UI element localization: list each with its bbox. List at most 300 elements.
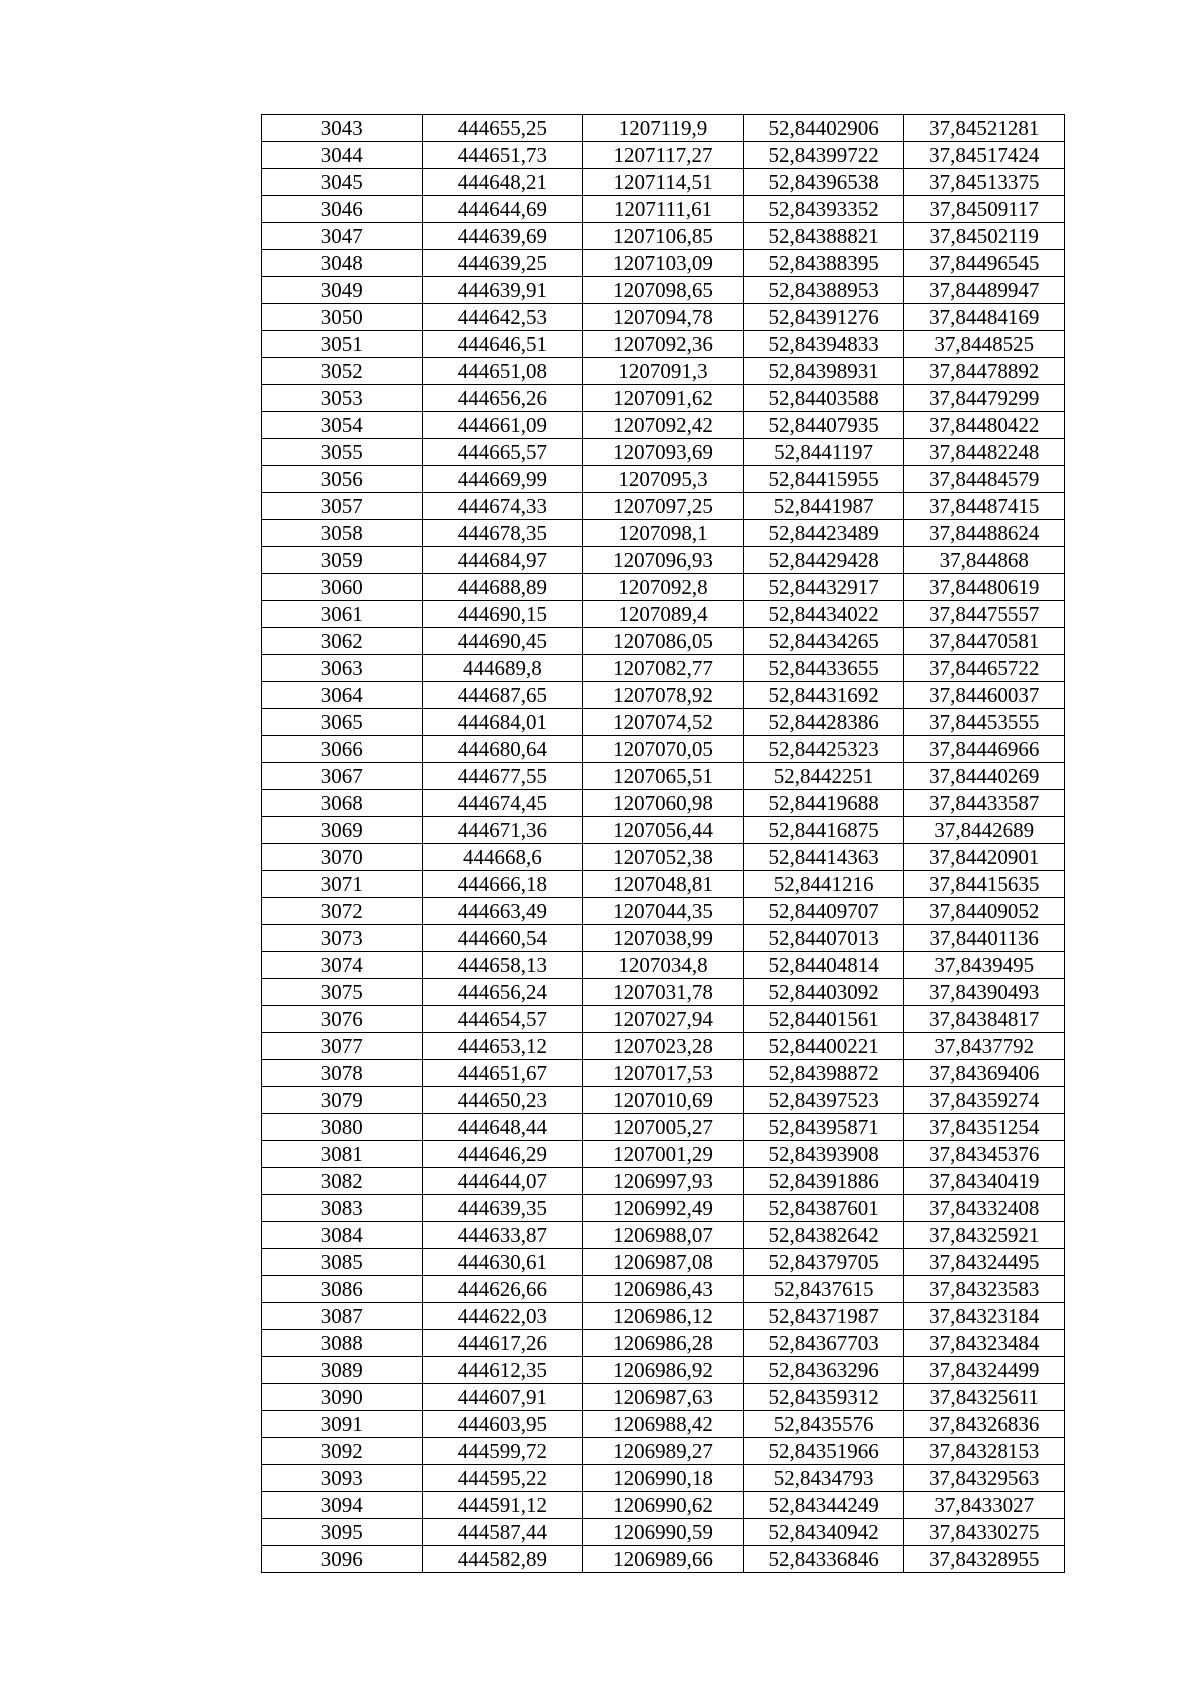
- table-row: [262, 1006, 1065, 1033]
- latitude-cell: 52,84403092: [743, 979, 904, 1006]
- latitude-cell: 52,8437615: [743, 1276, 904, 1303]
- y-coordinate-cell: 1207119,9: [583, 115, 744, 142]
- point-number-cell: 3061: [262, 601, 423, 628]
- latitude-cell: 52,84340942: [743, 1519, 904, 1546]
- latitude-cell: 52,84400221: [743, 1033, 904, 1060]
- point-number-cell: 3064: [262, 682, 423, 709]
- longitude-cell: 37,84496545: [904, 250, 1065, 277]
- x-coordinate-cell: 444661,09: [422, 412, 583, 439]
- y-coordinate-cell: 1207095,3: [583, 466, 744, 493]
- x-coordinate-cell: 444656,24: [422, 979, 583, 1006]
- point-number-cell: 3080: [262, 1114, 423, 1141]
- table-row: [262, 1492, 1065, 1519]
- latitude-cell: 52,84394833: [743, 331, 904, 358]
- point-number-cell: 3071: [262, 871, 423, 898]
- y-coordinate-cell: 1207027,94: [583, 1006, 744, 1033]
- point-number-cell: 3059: [262, 547, 423, 574]
- longitude-cell: 37,84323583: [904, 1276, 1065, 1303]
- table-row: [262, 709, 1065, 736]
- table-row: [262, 1060, 1065, 1087]
- longitude-cell: 37,84453555: [904, 709, 1065, 736]
- point-number-cell: 3049: [262, 277, 423, 304]
- latitude-cell: 52,84434265: [743, 628, 904, 655]
- longitude-cell: 37,84489947: [904, 277, 1065, 304]
- point-number-cell: 3065: [262, 709, 423, 736]
- table-row: [262, 763, 1065, 790]
- table-row: [262, 736, 1065, 763]
- y-coordinate-cell: 1207052,38: [583, 844, 744, 871]
- y-coordinate-cell: 1207078,92: [583, 682, 744, 709]
- point-number-cell: 3078: [262, 1060, 423, 1087]
- x-coordinate-cell: 444663,49: [422, 898, 583, 925]
- point-number-cell: 3055: [262, 439, 423, 466]
- longitude-cell: 37,84323184: [904, 1303, 1065, 1330]
- table-row: [262, 1411, 1065, 1438]
- x-coordinate-cell: 444674,45: [422, 790, 583, 817]
- point-number-cell: 3066: [262, 736, 423, 763]
- x-coordinate-cell: 444655,25: [422, 115, 583, 142]
- point-number-cell: 3075: [262, 979, 423, 1006]
- point-number-cell: 3048: [262, 250, 423, 277]
- latitude-cell: 52,84432917: [743, 574, 904, 601]
- point-number-cell: 3085: [262, 1249, 423, 1276]
- x-coordinate-cell: 444648,44: [422, 1114, 583, 1141]
- latitude-cell: 52,84388821: [743, 223, 904, 250]
- longitude-cell: 37,84420901: [904, 844, 1065, 871]
- x-coordinate-cell: 444612,35: [422, 1357, 583, 1384]
- table-row: [262, 979, 1065, 1006]
- x-coordinate-cell: 444688,89: [422, 574, 583, 601]
- x-coordinate-cell: 444599,72: [422, 1438, 583, 1465]
- longitude-cell: 37,84340419: [904, 1168, 1065, 1195]
- table-row: [262, 520, 1065, 547]
- latitude-cell: 52,84429428: [743, 547, 904, 574]
- longitude-cell: 37,8448525: [904, 331, 1065, 358]
- latitude-cell: 52,84393352: [743, 196, 904, 223]
- table-row: [262, 655, 1065, 682]
- latitude-cell: 52,84425323: [743, 736, 904, 763]
- point-number-cell: 3091: [262, 1411, 423, 1438]
- y-coordinate-cell: 1207005,27: [583, 1114, 744, 1141]
- y-coordinate-cell: 1207098,65: [583, 277, 744, 304]
- point-number-cell: 3070: [262, 844, 423, 871]
- longitude-cell: 37,8442689: [904, 817, 1065, 844]
- latitude-cell: 52,84363296: [743, 1357, 904, 1384]
- x-coordinate-cell: 444674,33: [422, 493, 583, 520]
- x-coordinate-cell: 444671,36: [422, 817, 583, 844]
- latitude-cell: 52,84367703: [743, 1330, 904, 1357]
- y-coordinate-cell: 1207111,61: [583, 196, 744, 223]
- point-number-cell: 3044: [262, 142, 423, 169]
- table-row: [262, 601, 1065, 628]
- point-number-cell: 3093: [262, 1465, 423, 1492]
- longitude-cell: 37,84484169: [904, 304, 1065, 331]
- x-coordinate-cell: 444669,99: [422, 466, 583, 493]
- x-coordinate-cell: 444587,44: [422, 1519, 583, 1546]
- longitude-cell: 37,84332408: [904, 1195, 1065, 1222]
- x-coordinate-cell: 444603,95: [422, 1411, 583, 1438]
- longitude-cell: 37,84328153: [904, 1438, 1065, 1465]
- x-coordinate-cell: 444650,23: [422, 1087, 583, 1114]
- latitude-cell: 52,84396538: [743, 169, 904, 196]
- longitude-cell: 37,84324495: [904, 1249, 1065, 1276]
- table-row: [262, 1114, 1065, 1141]
- latitude-cell: 52,84423489: [743, 520, 904, 547]
- latitude-cell: 52,84399722: [743, 142, 904, 169]
- latitude-cell: 52,84402906: [743, 115, 904, 142]
- table-row: [262, 1141, 1065, 1168]
- table-row: [262, 196, 1065, 223]
- latitude-cell: 52,84393908: [743, 1141, 904, 1168]
- longitude-cell: 37,84478892: [904, 358, 1065, 385]
- x-coordinate-cell: 444689,8: [422, 655, 583, 682]
- y-coordinate-cell: 1207114,51: [583, 169, 744, 196]
- longitude-cell: 37,84328955: [904, 1546, 1065, 1573]
- point-number-cell: 3072: [262, 898, 423, 925]
- table-row: [262, 1519, 1065, 1546]
- latitude-cell: 52,84403588: [743, 385, 904, 412]
- point-number-cell: 3084: [262, 1222, 423, 1249]
- y-coordinate-cell: 1206988,07: [583, 1222, 744, 1249]
- y-coordinate-cell: 1206990,18: [583, 1465, 744, 1492]
- latitude-cell: 52,84387601: [743, 1195, 904, 1222]
- y-coordinate-cell: 1206992,49: [583, 1195, 744, 1222]
- point-number-cell: 3063: [262, 655, 423, 682]
- longitude-cell: 37,84517424: [904, 142, 1065, 169]
- point-number-cell: 3060: [262, 574, 423, 601]
- latitude-cell: 52,84414363: [743, 844, 904, 871]
- point-number-cell: 3056: [262, 466, 423, 493]
- latitude-cell: 52,84388953: [743, 277, 904, 304]
- latitude-cell: 52,84391276: [743, 304, 904, 331]
- longitude-cell: 37,84325921: [904, 1222, 1065, 1249]
- point-number-cell: 3089: [262, 1357, 423, 1384]
- y-coordinate-cell: 1207091,62: [583, 385, 744, 412]
- longitude-cell: 37,8437792: [904, 1033, 1065, 1060]
- y-coordinate-cell: 1207031,78: [583, 979, 744, 1006]
- longitude-cell: 37,84460037: [904, 682, 1065, 709]
- y-coordinate-cell: 1207060,98: [583, 790, 744, 817]
- table-row: [262, 1168, 1065, 1195]
- y-coordinate-cell: 1206986,12: [583, 1303, 744, 1330]
- longitude-cell: 37,84415635: [904, 871, 1065, 898]
- point-number-cell: 3057: [262, 493, 423, 520]
- x-coordinate-cell: 444642,53: [422, 304, 583, 331]
- point-number-cell: 3094: [262, 1492, 423, 1519]
- table-row: [262, 574, 1065, 601]
- table-row: [262, 304, 1065, 331]
- longitude-cell: 37,84487415: [904, 493, 1065, 520]
- table-row: [262, 1465, 1065, 1492]
- latitude-cell: 52,84415955: [743, 466, 904, 493]
- point-number-cell: 3046: [262, 196, 423, 223]
- table-row: [262, 358, 1065, 385]
- table-row: [262, 1087, 1065, 1114]
- point-number-cell: 3079: [262, 1087, 423, 1114]
- y-coordinate-cell: 1206990,59: [583, 1519, 744, 1546]
- x-coordinate-cell: 444651,67: [422, 1060, 583, 1087]
- latitude-cell: 52,84344249: [743, 1492, 904, 1519]
- longitude-cell: 37,84351254: [904, 1114, 1065, 1141]
- point-number-cell: 3069: [262, 817, 423, 844]
- y-coordinate-cell: 1207056,44: [583, 817, 744, 844]
- x-coordinate-cell: 444651,08: [422, 358, 583, 385]
- table-row: [262, 115, 1065, 142]
- longitude-cell: 37,84521281: [904, 115, 1065, 142]
- x-coordinate-cell: 444668,6: [422, 844, 583, 871]
- x-coordinate-cell: 444639,69: [422, 223, 583, 250]
- x-coordinate-cell: 444582,89: [422, 1546, 583, 1573]
- y-coordinate-cell: 1207091,3: [583, 358, 744, 385]
- x-coordinate-cell: 444644,07: [422, 1168, 583, 1195]
- y-coordinate-cell: 1207089,4: [583, 601, 744, 628]
- y-coordinate-cell: 1207023,28: [583, 1033, 744, 1060]
- point-number-cell: 3073: [262, 925, 423, 952]
- longitude-cell: 37,84480619: [904, 574, 1065, 601]
- x-coordinate-cell: 444644,69: [422, 196, 583, 223]
- longitude-cell: 37,84479299: [904, 385, 1065, 412]
- point-number-cell: 3045: [262, 169, 423, 196]
- table-row: [262, 898, 1065, 925]
- x-coordinate-cell: 444646,51: [422, 331, 583, 358]
- table-row: [262, 682, 1065, 709]
- latitude-cell: 52,8441987: [743, 493, 904, 520]
- y-coordinate-cell: 1206989,27: [583, 1438, 744, 1465]
- y-coordinate-cell: 1206986,92: [583, 1357, 744, 1384]
- point-number-cell: 3043: [262, 115, 423, 142]
- latitude-cell: 52,84431692: [743, 682, 904, 709]
- table-row: [262, 790, 1065, 817]
- latitude-cell: 52,8441216: [743, 871, 904, 898]
- point-number-cell: 3090: [262, 1384, 423, 1411]
- table-row: [262, 925, 1065, 952]
- longitude-cell: 37,84323484: [904, 1330, 1065, 1357]
- longitude-cell: 37,84324499: [904, 1357, 1065, 1384]
- point-number-cell: 3047: [262, 223, 423, 250]
- y-coordinate-cell: 1206986,43: [583, 1276, 744, 1303]
- latitude-cell: 52,84379705: [743, 1249, 904, 1276]
- x-coordinate-cell: 444687,65: [422, 682, 583, 709]
- x-coordinate-cell: 444678,35: [422, 520, 583, 547]
- latitude-cell: 52,84428386: [743, 709, 904, 736]
- table-row: [262, 466, 1065, 493]
- table-row: [262, 1384, 1065, 1411]
- point-number-cell: 3095: [262, 1519, 423, 1546]
- longitude-cell: 37,8433027: [904, 1492, 1065, 1519]
- table-row: [262, 1357, 1065, 1384]
- latitude-cell: 52,84434022: [743, 601, 904, 628]
- table-row: [262, 1438, 1065, 1465]
- latitude-cell: 52,84351966: [743, 1438, 904, 1465]
- y-coordinate-cell: 1206987,08: [583, 1249, 744, 1276]
- x-coordinate-cell: 444684,97: [422, 547, 583, 574]
- x-coordinate-cell: 444626,66: [422, 1276, 583, 1303]
- longitude-cell: 37,84513375: [904, 169, 1065, 196]
- x-coordinate-cell: 444622,03: [422, 1303, 583, 1330]
- point-number-cell: 3067: [262, 763, 423, 790]
- point-number-cell: 3074: [262, 952, 423, 979]
- table-row: [262, 1303, 1065, 1330]
- point-number-cell: 3083: [262, 1195, 423, 1222]
- x-coordinate-cell: 444633,87: [422, 1222, 583, 1249]
- latitude-cell: 52,84401561: [743, 1006, 904, 1033]
- longitude-cell: 37,84440269: [904, 763, 1065, 790]
- y-coordinate-cell: 1207010,69: [583, 1087, 744, 1114]
- y-coordinate-cell: 1207017,53: [583, 1060, 744, 1087]
- x-coordinate-cell: 444591,12: [422, 1492, 583, 1519]
- latitude-cell: 52,84433655: [743, 655, 904, 682]
- y-coordinate-cell: 1206997,93: [583, 1168, 744, 1195]
- table-row: [262, 1546, 1065, 1573]
- y-coordinate-cell: 1207048,81: [583, 871, 744, 898]
- longitude-cell: 37,84480422: [904, 412, 1065, 439]
- y-coordinate-cell: 1207065,51: [583, 763, 744, 790]
- x-coordinate-cell: 444630,61: [422, 1249, 583, 1276]
- longitude-cell: 37,84345376: [904, 1141, 1065, 1168]
- point-number-cell: 3082: [262, 1168, 423, 1195]
- table-row: [262, 412, 1065, 439]
- latitude-cell: 52,8442251: [743, 763, 904, 790]
- table-row: [262, 1249, 1065, 1276]
- y-coordinate-cell: 1207001,29: [583, 1141, 744, 1168]
- coordinates-table: [261, 114, 1065, 1573]
- point-number-cell: 3077: [262, 1033, 423, 1060]
- table-row: [262, 628, 1065, 655]
- table-row: [262, 169, 1065, 196]
- point-number-cell: 3052: [262, 358, 423, 385]
- longitude-cell: 37,84470581: [904, 628, 1065, 655]
- latitude-cell: 52,84404814: [743, 952, 904, 979]
- point-number-cell: 3076: [262, 1006, 423, 1033]
- point-number-cell: 3092: [262, 1438, 423, 1465]
- latitude-cell: 52,84359312: [743, 1384, 904, 1411]
- longitude-cell: 37,8439495: [904, 952, 1065, 979]
- y-coordinate-cell: 1207086,05: [583, 628, 744, 655]
- x-coordinate-cell: 444639,91: [422, 277, 583, 304]
- table-row: [262, 250, 1065, 277]
- x-coordinate-cell: 444654,57: [422, 1006, 583, 1033]
- longitude-cell: 37,84446966: [904, 736, 1065, 763]
- table-row: [262, 142, 1065, 169]
- latitude-cell: 52,84409707: [743, 898, 904, 925]
- longitude-cell: 37,84433587: [904, 790, 1065, 817]
- point-number-cell: 3051: [262, 331, 423, 358]
- y-coordinate-cell: 1207092,36: [583, 331, 744, 358]
- y-coordinate-cell: 1207034,8: [583, 952, 744, 979]
- latitude-cell: 52,8434793: [743, 1465, 904, 1492]
- latitude-cell: 52,84397523: [743, 1087, 904, 1114]
- y-coordinate-cell: 1207103,09: [583, 250, 744, 277]
- x-coordinate-cell: 444677,55: [422, 763, 583, 790]
- y-coordinate-cell: 1207094,78: [583, 304, 744, 331]
- y-coordinate-cell: 1206987,63: [583, 1384, 744, 1411]
- table-row: [262, 817, 1065, 844]
- x-coordinate-cell: 444684,01: [422, 709, 583, 736]
- longitude-cell: 37,84509117: [904, 196, 1065, 223]
- longitude-cell: 37,84390493: [904, 979, 1065, 1006]
- x-coordinate-cell: 444680,64: [422, 736, 583, 763]
- latitude-cell: 52,84371987: [743, 1303, 904, 1330]
- y-coordinate-cell: 1207098,1: [583, 520, 744, 547]
- table-row: [262, 844, 1065, 871]
- latitude-cell: 52,84388395: [743, 250, 904, 277]
- y-coordinate-cell: 1207044,35: [583, 898, 744, 925]
- point-number-cell: 3053: [262, 385, 423, 412]
- x-coordinate-cell: 444646,29: [422, 1141, 583, 1168]
- longitude-cell: 37,84488624: [904, 520, 1065, 547]
- y-coordinate-cell: 1207038,99: [583, 925, 744, 952]
- table-row: [262, 1330, 1065, 1357]
- x-coordinate-cell: 444656,26: [422, 385, 583, 412]
- x-coordinate-cell: 444660,54: [422, 925, 583, 952]
- point-number-cell: 3062: [262, 628, 423, 655]
- table-row: [262, 277, 1065, 304]
- latitude-cell: 52,84416875: [743, 817, 904, 844]
- table-row: [262, 1222, 1065, 1249]
- longitude-cell: 37,844868: [904, 547, 1065, 574]
- point-number-cell: 3050: [262, 304, 423, 331]
- table-row: [262, 331, 1065, 358]
- latitude-cell: 52,84398872: [743, 1060, 904, 1087]
- point-number-cell: 3088: [262, 1330, 423, 1357]
- table-row: [262, 1276, 1065, 1303]
- longitude-cell: 37,84330275: [904, 1519, 1065, 1546]
- x-coordinate-cell: 444653,12: [422, 1033, 583, 1060]
- table-row: [262, 493, 1065, 520]
- table-row: [262, 1195, 1065, 1222]
- y-coordinate-cell: 1207092,8: [583, 574, 744, 601]
- table-row: [262, 385, 1065, 412]
- y-coordinate-cell: 1207092,42: [583, 412, 744, 439]
- longitude-cell: 37,84482248: [904, 439, 1065, 466]
- longitude-cell: 37,84401136: [904, 925, 1065, 952]
- x-coordinate-cell: 444666,18: [422, 871, 583, 898]
- latitude-cell: 52,8441197: [743, 439, 904, 466]
- table-row: [262, 871, 1065, 898]
- x-coordinate-cell: 444658,13: [422, 952, 583, 979]
- longitude-cell: 37,84359274: [904, 1087, 1065, 1114]
- y-coordinate-cell: 1206989,66: [583, 1546, 744, 1573]
- latitude-cell: 52,84391886: [743, 1168, 904, 1195]
- x-coordinate-cell: 444617,26: [422, 1330, 583, 1357]
- y-coordinate-cell: 1206988,42: [583, 1411, 744, 1438]
- y-coordinate-cell: 1207106,85: [583, 223, 744, 250]
- table-row: [262, 1033, 1065, 1060]
- point-number-cell: 3058: [262, 520, 423, 547]
- longitude-cell: 37,84329563: [904, 1465, 1065, 1492]
- latitude-cell: 52,84336846: [743, 1546, 904, 1573]
- latitude-cell: 52,84382642: [743, 1222, 904, 1249]
- x-coordinate-cell: 444690,15: [422, 601, 583, 628]
- table-row: [262, 439, 1065, 466]
- point-number-cell: 3086: [262, 1276, 423, 1303]
- latitude-cell: 52,84395871: [743, 1114, 904, 1141]
- y-coordinate-cell: 1207082,77: [583, 655, 744, 682]
- table-row: [262, 547, 1065, 574]
- longitude-cell: 37,84326836: [904, 1411, 1065, 1438]
- longitude-cell: 37,84502119: [904, 223, 1065, 250]
- coordinates-table-body: [262, 115, 1065, 1573]
- point-number-cell: 3096: [262, 1546, 423, 1573]
- latitude-cell: 52,84407935: [743, 412, 904, 439]
- longitude-cell: 37,84384817: [904, 1006, 1065, 1033]
- x-coordinate-cell: 444651,73: [422, 142, 583, 169]
- longitude-cell: 37,84369406: [904, 1060, 1065, 1087]
- longitude-cell: 37,84409052: [904, 898, 1065, 925]
- longitude-cell: 37,84465722: [904, 655, 1065, 682]
- point-number-cell: 3068: [262, 790, 423, 817]
- y-coordinate-cell: 1207117,27: [583, 142, 744, 169]
